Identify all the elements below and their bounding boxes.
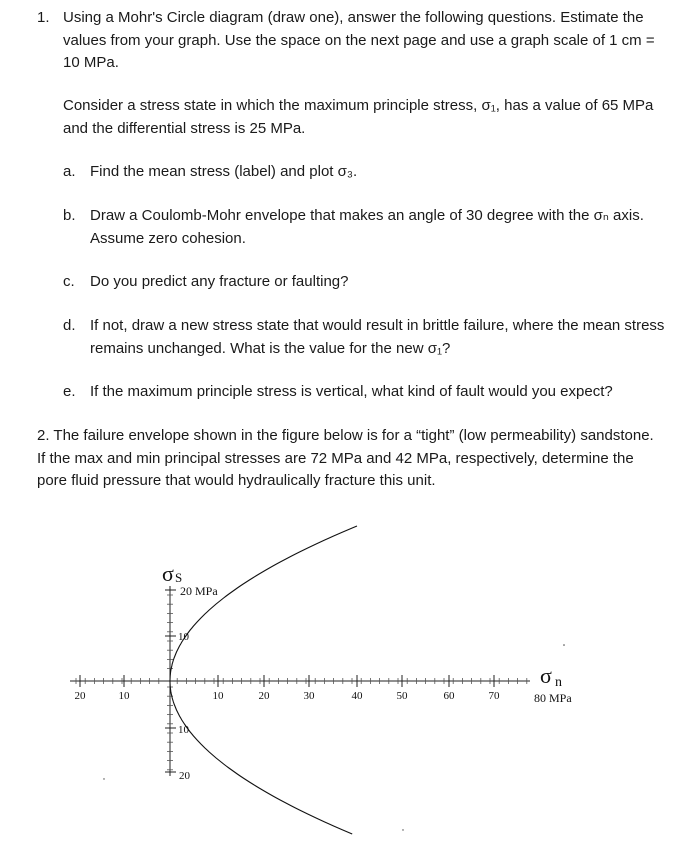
question-1-number: 1. — [37, 9, 50, 26]
part-c-letter: c. — [63, 273, 75, 290]
x-tick-label: 70 — [488, 690, 500, 702]
x-tick-label: 10 — [212, 690, 224, 702]
question-1-context: Consider a stress state in which the maximum principle stress, σ₁, has a value of 65 MPa and the differential stress is 25 MPa. — [63, 97, 654, 137]
part-a-text: Find the mean stress (label) and plot σ₃. — [90, 163, 358, 180]
y-tick-label: 20 — [179, 770, 190, 782]
part-d-text: If not, draw a new stress state that would result in brittle failure, where the mean stress remains unchanged. What is the value for the new σ₁? — [90, 317, 665, 357]
x-tick-label: 30 — [303, 690, 315, 702]
part-e-text: If the maximum principle stress is vertical, what kind of fault would you expect? — [90, 383, 613, 400]
scan-speck — [103, 778, 104, 779]
x-axis-end-label: 80 MPa — [534, 691, 572, 705]
y-tick-label: 10 — [178, 631, 189, 643]
x-tick-label: 60 — [443, 690, 455, 702]
part-a-letter: a. — [63, 163, 76, 180]
failure-envelope-figure — [0, 500, 674, 855]
part-b-letter: b. — [63, 207, 76, 224]
question-2-text: 2. The failure envelope shown in the figure below is for a “tight” (low permeability) sandstone. If the max and min principal stresses are 72 MPa and 42 MPa, respectively, determine the pore fluid pressure that would hydraulically fracture this unit. — [37, 427, 654, 489]
scan-speck — [563, 644, 565, 646]
question-1-text: Using a Mohr's Circle diagram (draw one), answer the following questions. Estimate the values from your graph. Use the space on the next page and use a graph scale of 1 cm = 10 MPa. — [63, 9, 655, 71]
y-axis-symbol: σ — [162, 561, 174, 586]
part-c-text: Do you predict any fracture or faulting? — [90, 273, 349, 290]
y-axis-top-label: 20 MPa — [180, 584, 218, 598]
x-axis-subscript: n — [555, 675, 562, 690]
part-d-letter: d. — [63, 317, 76, 334]
part-e-letter: e. — [63, 383, 76, 400]
y-tick-label: 10 — [178, 724, 189, 736]
x-axis-symbol: σ — [540, 663, 552, 688]
part-b-text: Draw a Coulomb-Mohr envelope that makes an angle of 30 degree with the σₙ axis. Assume zero cohesion. — [90, 207, 644, 247]
x-tick-label: 20 — [258, 690, 270, 702]
x-tick-label: 20 — [74, 690, 86, 702]
x-tick-label: 10 — [118, 690, 130, 702]
scan-speck — [402, 829, 403, 830]
x-tick-label: 40 — [351, 690, 363, 702]
y-axis-subscript: S — [175, 570, 183, 585]
x-tick-label: 50 — [396, 690, 408, 702]
